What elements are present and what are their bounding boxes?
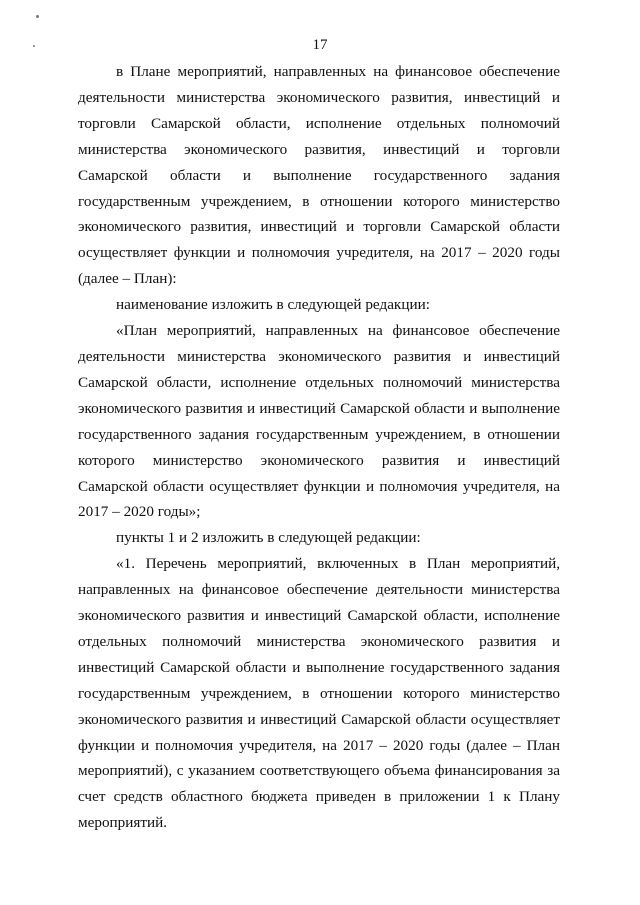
- paragraph: «План мероприятий, направленных на финансовое обеспечение деятельности министерства экономического развития и инвестиций Самарской области, исполнение отдельных полномочий министерства экономического развития и инвестиций Самарской области и выполнение государственного задания государственным учреждением, в отношении которого министерство экономического развития и инвестиций Самарской области осуществляет функции и полномочия учредителя, на 2017 – 2020 годы»;: [78, 322, 560, 521]
- document-body: [78, 59, 560, 836]
- scan-speck: [36, 15, 39, 18]
- paragraph: в Плане мероприятий, направленных на финансовое обеспечение деятельности министерства экономического развития, инвестиций и торговли Самарской области, исполнение отдельных полномочий министерства экономического развития, инвестиций и торговли Самарской области и выполнение государственного задания государственным учреждением, в отношении которого министерство экономического развития, инвестиций и торговли Самарской области осуществляет функции и полномочия учредителя, на 2017 – 2020 годы (далее – План):: [78, 63, 560, 288]
- paragraph: «1. Перечень мероприятий, включенных в План мероприятий, направленных на финансовое обеспечение деятельности министерства экономического развития и инвестиций Самарской области, исполнение отдельных полномочий министерства экономического развития и инвестиций Самарской области и выполнение государственного задания государственным учреждением, в отношении которого министерство экономического развития и инвестиций Самарской области осуществляет функции и полномочия учредителя, на 2017 – 2020 годы (далее – План мероприятий), с указанием соответствующего объема финансирования за счет средств областного бюджета приведен в приложении 1 к Плану мероприятий.: [78, 555, 560, 832]
- paragraph: наименование изложить в следующей редакции:: [116, 296, 430, 314]
- paragraph: пункты 1 и 2 изложить в следующей редакции:: [116, 529, 421, 547]
- page-number: 17: [312, 37, 328, 53]
